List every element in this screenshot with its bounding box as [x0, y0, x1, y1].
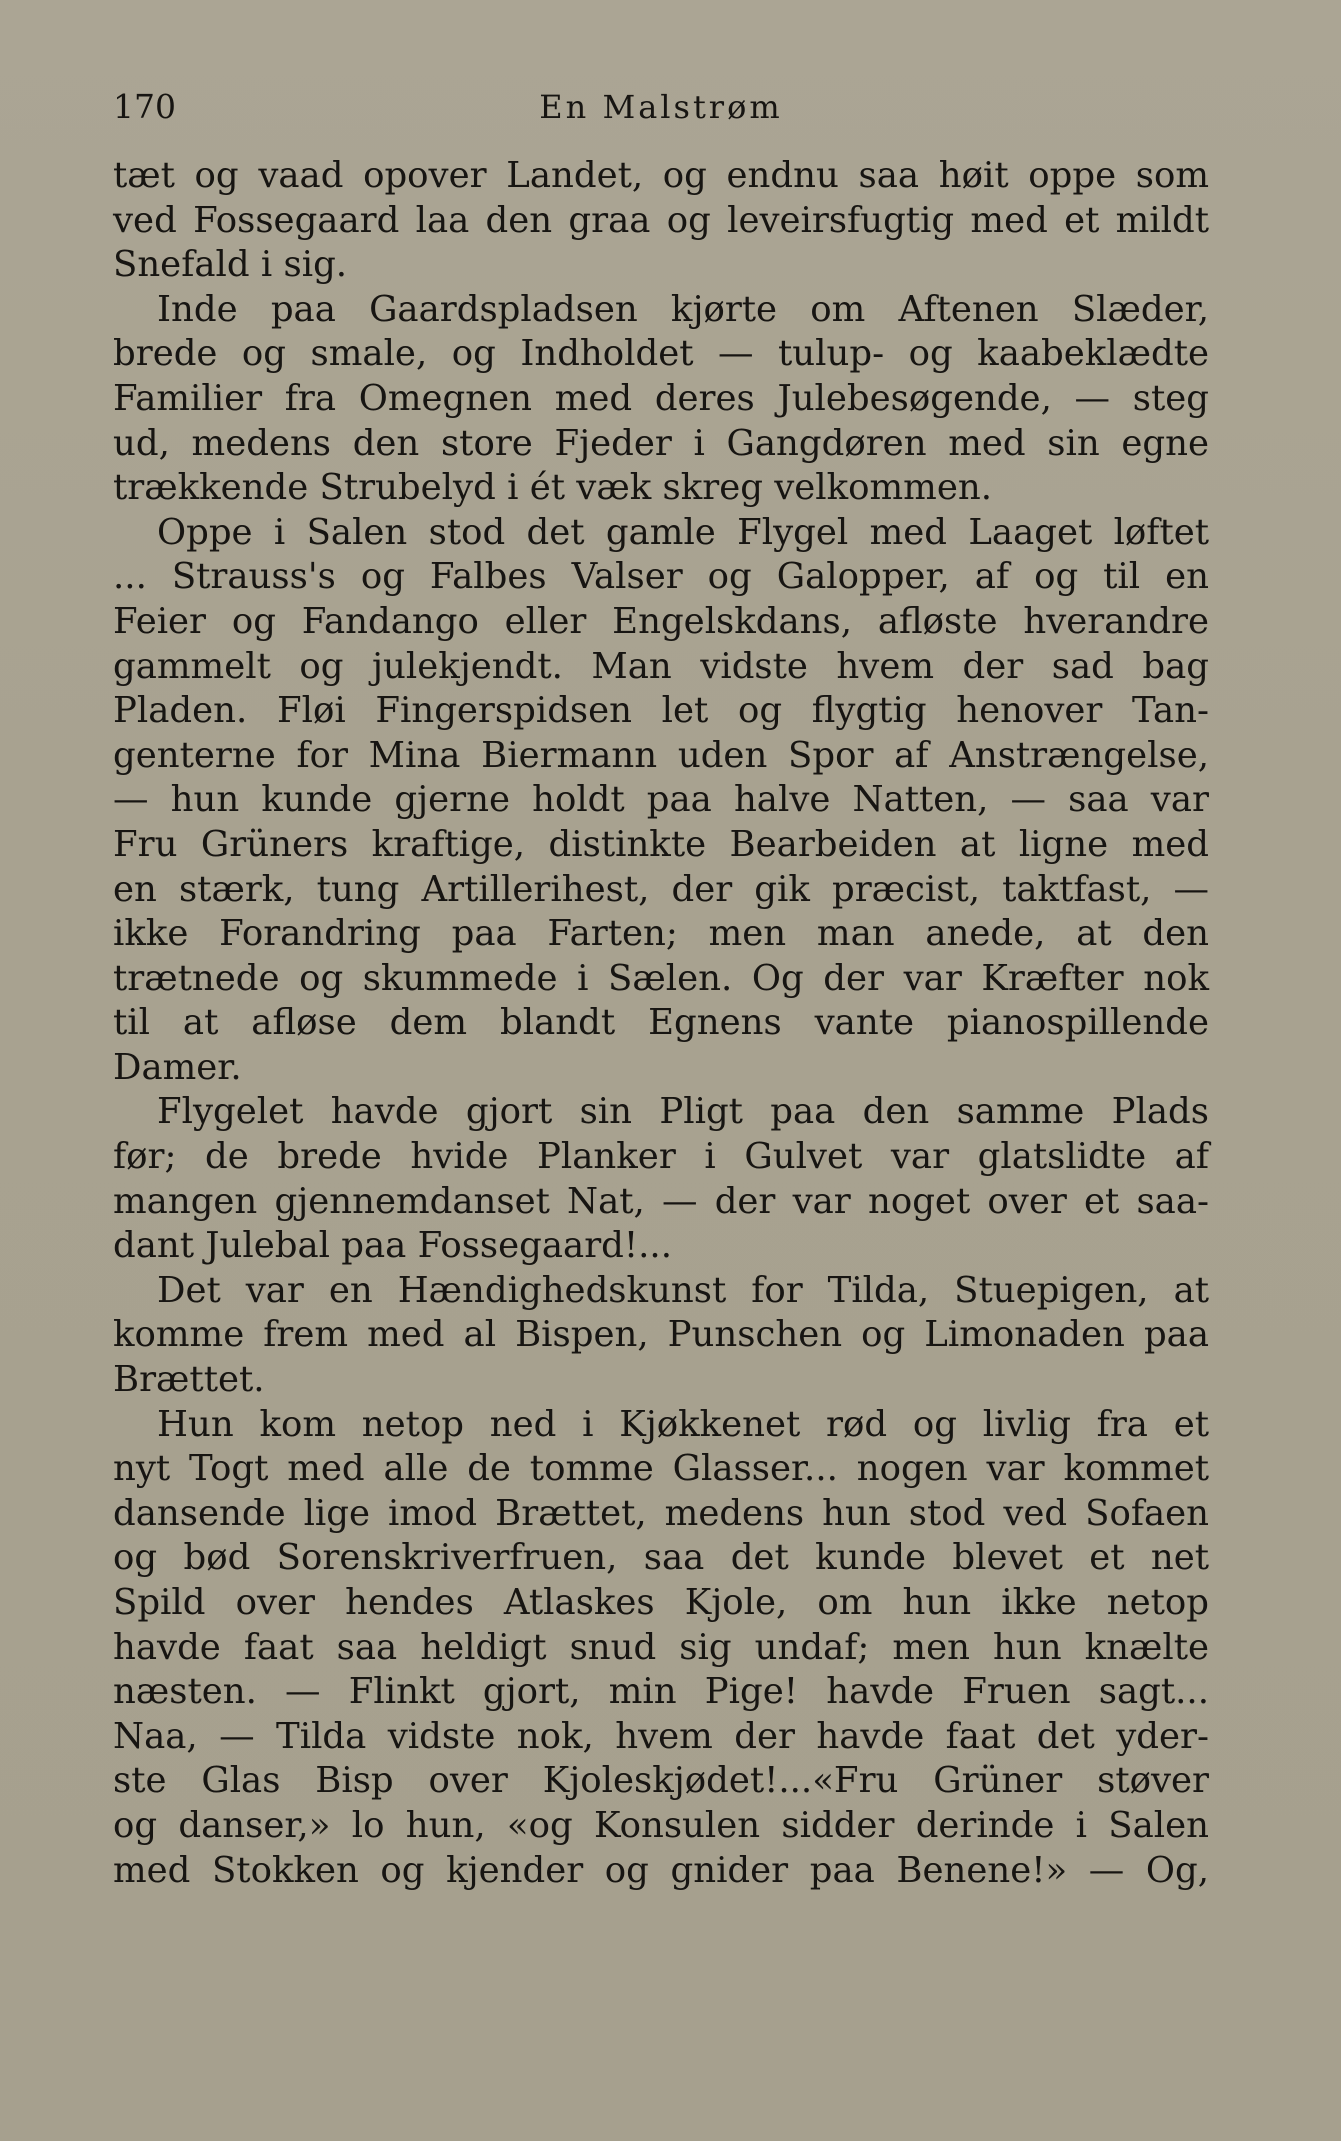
text-line: og danser,» lo hun, «og Konsulen sidder derinde i Salen	[113, 1804, 1209, 1846]
text-line: Oppe i Salen stod det gamle Flygel med Laaget løftet	[157, 511, 1209, 553]
text-line: trætnede og skummede i Sælen. Og der var Kræfter nok	[113, 957, 1209, 999]
text-line: — hun kunde gjerne holdt paa halve Natten, — saa var	[113, 779, 1209, 821]
text-line: ikke Forandring paa Farten; men man anede, at den	[113, 913, 1209, 955]
body-text	[113, 154, 1209, 1893]
text-line: Brættet.	[113, 1359, 265, 1401]
text-line: gammelt og julekjendt. Man vidste hvem der sad bag	[113, 645, 1209, 687]
text-line: Hun kom netop ned i Kjøkkenet rød og livlig fra et	[157, 1403, 1209, 1445]
text-line: dansende lige imod Brættet, medens hun stod ved Sofaen	[113, 1492, 1209, 1534]
text-line: Naa, — Tilda vidste nok, hvem der havde faat det yder-	[113, 1715, 1209, 1757]
text-line: mangen gjennemdanset Nat, — der var noget over et saa-	[113, 1180, 1209, 1222]
text-line: Flygelet havde gjort sin Pligt paa den samme Plads	[157, 1091, 1209, 1133]
text-line: ud, medens den store Fjeder i Gangdøren med sin egne	[113, 422, 1209, 464]
text-line: en stærk, tung Artillerihest, der gik præcist, taktfast, —	[113, 868, 1209, 910]
text-line: før; de brede hvide Planker i Gulvet var glatslidte af	[113, 1136, 1209, 1178]
text-line: ved Fossegaard laa den graa og leveirsfugtig med et mildt	[113, 199, 1209, 241]
text-line: Feier og Fandango eller Engelskdans, afløste hverandre	[113, 600, 1209, 642]
page-header	[113, 82, 1209, 132]
text-line: næsten. — Flinkt gjort, min Pige! havde Fruen sagt...	[113, 1671, 1209, 1713]
page-number: 170	[113, 87, 176, 126]
text-line: havde faat saa heldigt snud sig undaf; men hun knælte	[113, 1626, 1209, 1668]
text-line: Damer.	[113, 1046, 242, 1088]
text-line: Snefald i sig.	[113, 244, 348, 286]
text-line: brede og smale, og Indholdet — tulup- og kaabeklædte	[113, 333, 1209, 375]
text-line: Spild over hendes Atlaskes Kjole, om hun ikke netop	[113, 1582, 1209, 1623]
text-line: Familier fra Omegnen med deres Julebesøgende, — steg	[113, 377, 1209, 419]
text-line: genterne for Mina Biermann uden Spor af Anstrængelse,	[113, 734, 1209, 776]
text-line: Det var en Hændighedskunst for Tilda, Stuepigen, at	[157, 1269, 1209, 1311]
text-line: tæt og vaad opover Landet, og endnu saa høit oppe som	[113, 155, 1209, 196]
text-line: med Stokken og kjender og gnider paa Benene!» — Og,	[113, 1849, 1209, 1891]
text-line: trækkende Strubelyd i ét væk skreg velkommen.	[113, 467, 993, 509]
text-line: dant Julebal paa Fossegaard!...	[113, 1225, 673, 1267]
text-line: og bød Sorenskriverfruen, saa det kunde blevet et net	[113, 1537, 1209, 1579]
text-line: Inde paa Gaardspladsen kjørte om Aftenen Slæder,	[157, 288, 1209, 330]
running-title: En Malstrøm	[539, 88, 783, 126]
text-line: komme frem med al Bispen, Punschen og Limonaden paa	[113, 1314, 1209, 1356]
text-line: nyt Togt med alle de tomme Glasser... nogen var kommet	[113, 1448, 1209, 1490]
text-line: ste Glas Bisp over Kjoleskjødet!...«Fru Grüner støver	[113, 1760, 1209, 1802]
text-line: Fru Grüners kraftige, distinkte Bearbeiden at ligne med	[113, 823, 1209, 865]
text-line: Pladen. Fløi Fingerspidsen let og flygtig henover Tan-	[113, 690, 1209, 732]
text-line: til at afløse dem blandt Egnens vante pianospillende	[113, 1002, 1209, 1044]
text-line: ... Strauss's og Falbes Valser og Galopper, af og til en	[113, 556, 1209, 598]
